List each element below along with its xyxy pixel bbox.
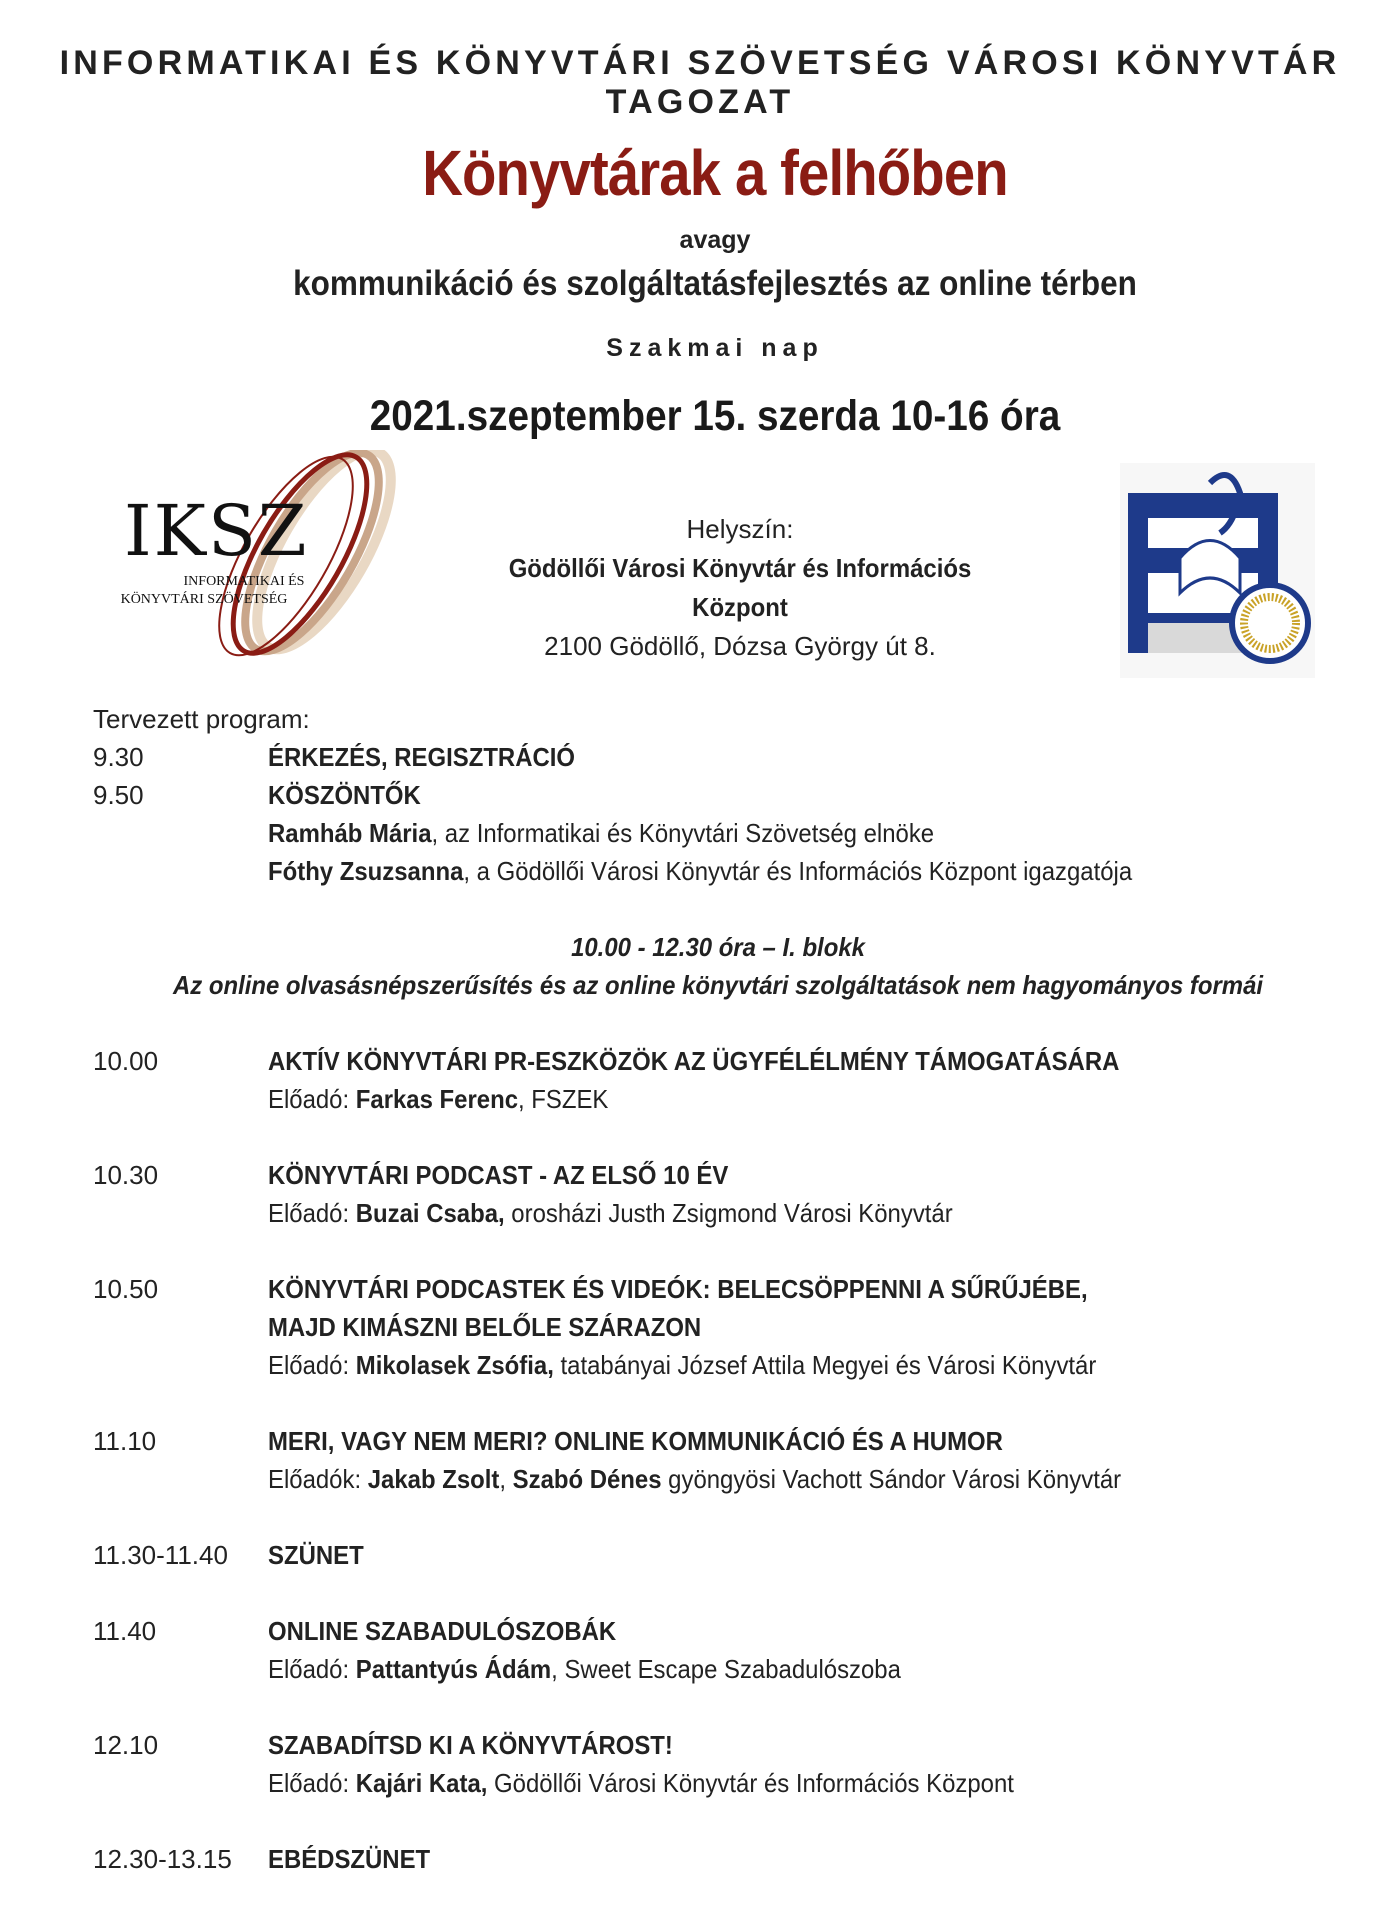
time: 10.50 — [93, 1274, 159, 1304]
time: 9.50 — [93, 780, 144, 810]
welcome-role: , az Informatikai és Könyvtári Szövetség elnöke — [431, 818, 935, 848]
page-subtitle: kommunikáció és szolgáltatásfejlesztés az online térben — [293, 264, 1137, 303]
speaker: Jakab Zsolt — [367, 1464, 500, 1494]
row-title: KÖSZÖNTŐK — [268, 780, 421, 810]
iksz-caption-1: INFORMATIKAI ÉS — [183, 574, 305, 589]
time: 11.10 — [93, 1426, 157, 1456]
title-conjunction: avagy — [679, 226, 751, 254]
venue — [440, 510, 1040, 666]
block-theme: Az online olvasásnépszerűsítés és az online könyvtári szolgáltatások nem hagyományos formái — [172, 970, 1264, 1000]
session-title: AKTÍV KÖNYVTÁRI PR-ESZKÖZÖK AZ ÜGYFÉLÉLMÉNY TÁMOGATÁSÁRA — [268, 1046, 1120, 1076]
row-title: ÉRKEZÉS, REGISZTRÁCIÓ — [268, 742, 576, 772]
speaker-label: Előadó: — [268, 1350, 356, 1380]
affiliation: tatabányai József Attila Megyei és Városi Könyvtár — [553, 1350, 1097, 1380]
page-title: Könyvtárak a felhőben — [422, 137, 1008, 209]
venue-label: Helyszín: — [686, 514, 794, 544]
speaker: Pattantyús Ádám — [355, 1654, 552, 1684]
iksz-logo — [54, 450, 434, 660]
speaker-label: Előadó: — [268, 1654, 356, 1684]
speaker: Farkas Ferenc — [355, 1084, 518, 1114]
library-logo — [1120, 463, 1315, 678]
affiliation: orosházi Justh Zsigmond Városi Könyvtár — [504, 1198, 953, 1228]
venue-address: 2100 Gödöllő, Dózsa György út 8. — [544, 631, 936, 661]
speaker-label: Előadó: — [268, 1198, 356, 1228]
session-title: EBÉDSZÜNET — [268, 1844, 431, 1874]
organization-heading: INFORMATIKAI ÉS KÖNYVTÁRI SZÖVETSÉG VÁROSI KÖNYVTÁR TAGOZAT — [59, 44, 1341, 121]
speaker: Kajári Kata, — [355, 1768, 488, 1798]
session-title: MERI, VAGY NEM MERI? ONLINE KOMMUNIKÁCIÓ ÉS A HUMOR — [268, 1426, 1003, 1456]
session-title: ONLINE SZABADULÓSZOBÁK — [268, 1616, 617, 1646]
time: 11.30-11.40 — [93, 1540, 228, 1570]
time: 12.10 — [93, 1730, 159, 1760]
event-date: 2021.szeptember 15. szerda 10-16 óra — [369, 392, 1061, 440]
time: 11.40 — [93, 1616, 157, 1646]
welcome-role: , a Gödöllői Városi Könyvtár és Információs Központ igazgatója — [463, 856, 1133, 886]
speaker-label: Előadó: — [268, 1768, 356, 1798]
venue-name: Gödöllői Városi Könyvtár és Információs Központ — [508, 553, 972, 622]
session-title: SZÜNET — [268, 1540, 364, 1570]
time: 9.30 — [93, 742, 144, 772]
session-title: SZABADÍTSD KI A KÖNYVTÁROST! — [268, 1730, 673, 1760]
affiliation: , Sweet Escape Szabadulószoba — [551, 1654, 901, 1684]
time: 10.00 — [93, 1046, 159, 1076]
session-title: KÖNYVTÁRI PODCAST - AZ ELSŐ 10 ÉV — [268, 1160, 729, 1190]
iksz-caption-2: KÖNYVTÁRI SZÖVETSÉG — [120, 592, 288, 607]
session-title: KÖNYVTÁRI PODCASTEK ÉS VIDEÓK: BELECSÖPPENNI A SŰRŰJÉBE, — [268, 1274, 1088, 1304]
welcome-name: Ramháb Mária — [268, 818, 432, 848]
iksz-letters: IKSZ — [124, 490, 309, 572]
affiliation: , FSZEK — [517, 1084, 609, 1114]
speaker: Mikolasek Zsófia, — [355, 1350, 554, 1380]
time: 12.30-13.15 — [93, 1844, 232, 1874]
session-title-line2: MAJD KIMÁSZNI BELŐLE SZÁRAZON — [268, 1312, 702, 1342]
speaker-separator: , — [499, 1464, 513, 1494]
speaker-label: Előadó: — [268, 1084, 356, 1114]
program-heading: Tervezett program: — [93, 704, 310, 734]
block-time: 10.00 - 12.30 óra – I. blokk — [571, 932, 865, 962]
welcome-name: Fóthy Zsuzsanna — [268, 856, 464, 886]
affiliation: gyöngyösi Vachott Sándor Városi Könyvtár — [661, 1464, 1122, 1494]
affiliation: Gödöllői Városi Könyvtár és Információs Központ — [487, 1768, 1014, 1798]
speaker-2: Szabó Dénes — [512, 1464, 662, 1494]
speaker: Buzai Csaba, — [355, 1198, 505, 1228]
event-type: Szakmai nap — [606, 334, 824, 362]
speaker-label: Előadók: — [268, 1464, 368, 1494]
time: 10.30 — [93, 1160, 159, 1190]
block-heading — [93, 928, 1343, 1004]
